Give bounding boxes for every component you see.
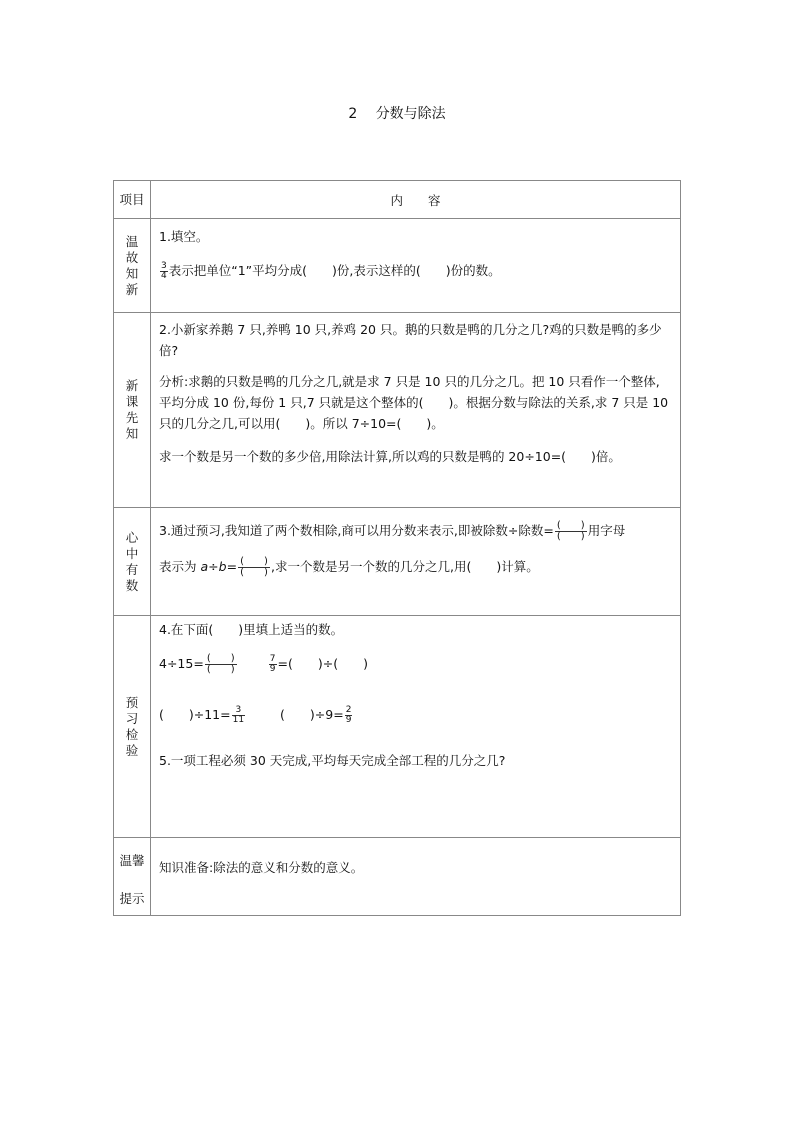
exercise-row-1: 4÷15= $\frac{( )}{( )}$ $\frac{7}{9}$ =( )÷( ) (159, 653, 368, 675)
content-know (151, 508, 681, 616)
content-review (151, 219, 681, 313)
label-check: 预习检验 (114, 616, 151, 838)
fraction-7-9: $\frac{7}{9}$ (269, 654, 276, 674)
page-title (0, 103, 794, 123)
label-review: 温故知新 (114, 219, 151, 313)
content-new-lesson (151, 313, 681, 508)
row-review (114, 219, 681, 313)
blank-fraction-2: $\frac{( )}{( )}$ (238, 557, 270, 578)
label-know: 心中有数 (114, 508, 151, 616)
tip-text: 知识准备:除法的意义和分数的意义。 (159, 860, 364, 875)
content-check (151, 616, 681, 838)
question-5: 5.一项工程必须 30 天完成,平均每天完成全部工程的几分之几? (159, 753, 506, 768)
question-3-line-1: 3.通过预习,我知道了两个数相除,商可以用分数来表示,即被除数÷除数= $\frac{( )}{( )}$ 用字母 (159, 520, 626, 542)
section-number: 2 (348, 106, 358, 122)
header-content: 内 容 (151, 181, 681, 219)
row-new-lesson (114, 313, 681, 508)
fraction-3-11: $\frac{3}{11}$ (232, 705, 245, 725)
question-4: 4.在下面( )里填上适当的数。 (159, 622, 344, 637)
content-tip (151, 838, 681, 916)
header-row (114, 181, 681, 219)
blank-fraction-1: $\frac{( )}{( )}$ (555, 521, 587, 542)
row-tip (114, 838, 681, 916)
multiple-text: 求一个数是另一个数的多少倍,用除法计算,所以鸡的只数是鸭的 20÷10=( )倍。 (159, 449, 621, 464)
question-1: 1.填空。 (159, 229, 209, 244)
row-know (114, 508, 681, 616)
label-tip: 温馨 提示 (114, 838, 151, 916)
question-2: 2.小新家养鹅 7 只,养鸭 10 只,养鸡 20 只。鹅的只数是鸭的几分之几?鸡的只数是鸭的多少倍? (159, 322, 662, 358)
fraction-2-9: $\frac{2}{9}$ (345, 705, 352, 725)
question-1-line: $\frac{3}{4}$ 表示把单位“1”平均分成( )份,表示这样的( )份的数。 (161, 261, 501, 281)
blank-fraction-3: $\frac{( )}{( )}$ (205, 654, 237, 675)
header-item: 项目 (114, 181, 151, 219)
fraction-3-4: $\frac{3}{4}$ (161, 261, 167, 281)
lesson-table (113, 180, 681, 916)
section-title: 分数与除法 (375, 106, 446, 122)
exercise-row-2: ( )÷11= $\frac{3}{11}$ ( )÷9= $\frac{2}{9}$ (159, 705, 352, 725)
label-new-lesson: 新课先知 (114, 313, 151, 508)
question-3-line-2: 表示为 a÷b= $\frac{( )}{( )}$ ,求一个数是另一个数的几分之几,用( )计算。 (159, 556, 539, 578)
row-check (114, 616, 681, 838)
analysis-text: 分析:求鹅的只数是鸭的几分之几,就是求 7 只是 10 只的几分之几。把 10 只看作一个整体,平均分成 10 份,每份 1 只,7 只就是这个整体的( )。根据分数与除法的关系,求 7 只是 10 只的几分之几,可以用( )。所以 7÷10=( )。 (159, 374, 669, 431)
